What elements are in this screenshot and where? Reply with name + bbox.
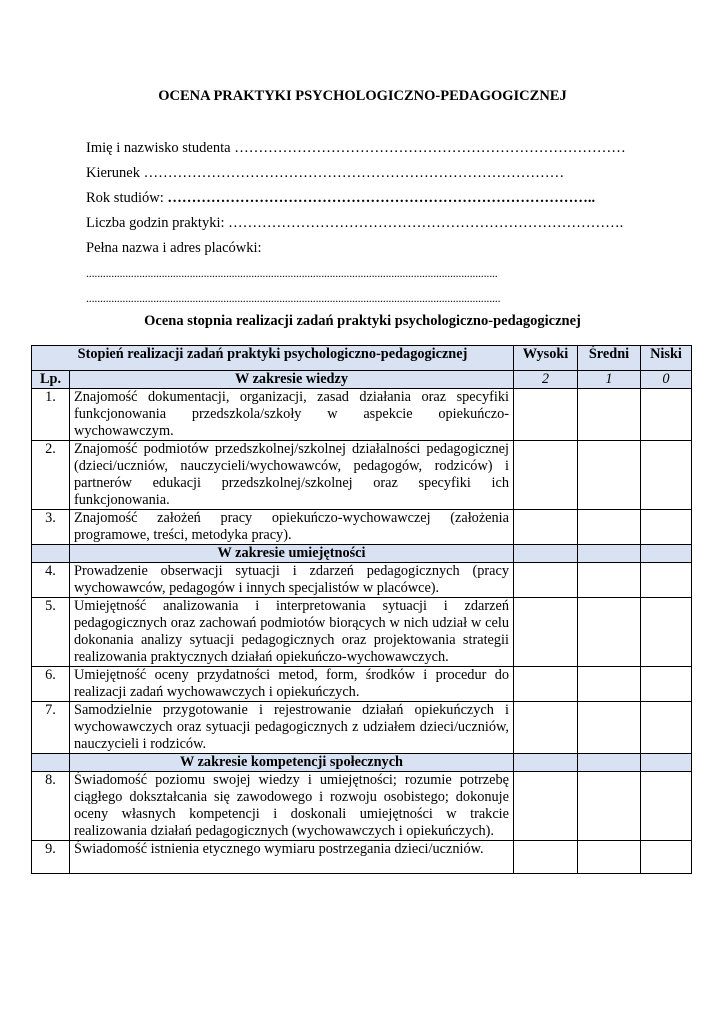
rating-low-cell[interactable] [641, 667, 692, 702]
section-skills-row [32, 545, 692, 563]
page-title: OCENA PRAKTYKI PSYCHOLOGICZNO-PEDAGOGICZNEJ [158, 88, 567, 104]
table-row [32, 510, 692, 545]
row-description: Prowadzenie obserwacji sytuacji i zdarzeń pedagogicznych (pracy wychowawców, pedagogów i innych specjalistów w placówce). [70, 563, 514, 598]
header-high: Wysoki [514, 346, 578, 371]
rating-mid-cell[interactable] [578, 563, 641, 598]
lp-header: Lp. [32, 371, 70, 389]
score-low: 0 [641, 371, 692, 389]
table-row [32, 702, 692, 754]
row-description: Znajomość podmiotów przedszkolnej/szkolnej działalności pedagogicznej (dzieci/uczniów, nauczycieli/wychowawców, pedagogów, rodziców) i partnerów edukacji przedszkolnej/szkolnej oraz specyfiki ich funkcjonowania. [70, 441, 514, 510]
student-name-field [86, 140, 626, 157]
rating-high-cell[interactable] [514, 598, 578, 667]
rok-studiow-label: Rok studiów: [86, 190, 164, 206]
rating-low-cell[interactable] [641, 389, 692, 441]
table-subtitle: Ocena stopnia realizacji zadań praktyki psychologiczno-pedagogicznej [144, 313, 581, 329]
row-description: Umiejętność oceny przydatności metod, form, środków i procedur do realizacji zadań wychowawczych i opiekuńczych. [70, 667, 514, 702]
liczba-godzin-field [86, 215, 623, 232]
assessment-table [31, 345, 692, 874]
row-lp: 2. [32, 441, 70, 510]
row-description: Świadomość poziomu swojej wiedzy i umiejętności; rozumie potrzebę ciągłego dokształcania się zawodowego i rozwoju osobistego; dokonuje oceny własnych kompetencji i doskonali umiejętności w trakcie realizowania działań pedagogicznych (wychowawczych i opiekuńczych). [70, 772, 514, 841]
table-row [32, 563, 692, 598]
score-high: 2 [514, 371, 578, 389]
row-description: Świadomość istnienia etycznego wymiaru postrzegania dzieci/uczniów. [70, 841, 514, 874]
row-lp: 3. [32, 510, 70, 545]
placowka-line-1: ................................................................................................................................................... [86, 266, 498, 280]
table-row [32, 841, 692, 874]
rating-mid-cell[interactable] [578, 667, 641, 702]
rating-low-cell[interactable] [641, 598, 692, 667]
row-lp: 9. [32, 841, 70, 874]
section-knowledge-row [32, 371, 692, 389]
rating-low-cell[interactable] [641, 702, 692, 754]
row-lp: 6. [32, 667, 70, 702]
table-row [32, 772, 692, 841]
rating-high-cell[interactable] [514, 841, 578, 874]
rating-low-cell[interactable] [641, 441, 692, 510]
kierunek-dots: …………………………………………………………………………… [143, 165, 565, 181]
header-main: Stopień realizacji zadań praktyki psychologiczno-pedagogicznej [32, 346, 514, 371]
section-knowledge: W zakresie wiedzy [70, 371, 514, 389]
row-lp: 7. [32, 702, 70, 754]
header-mid: Średni [578, 346, 641, 371]
student-name-dots: ……………………………………………………………………… [234, 140, 626, 156]
rating-high-cell[interactable] [514, 441, 578, 510]
rating-mid-cell[interactable] [578, 441, 641, 510]
rating-high-cell[interactable] [514, 510, 578, 545]
rating-high-cell[interactable] [514, 563, 578, 598]
row-lp: 4. [32, 563, 70, 598]
rating-low-cell[interactable] [641, 563, 692, 598]
kierunek-label: Kierunek [86, 165, 140, 181]
placowka-field [86, 240, 262, 257]
table-header-row [32, 346, 692, 371]
placowka-line-2: .................................................................................................................................................... [86, 291, 501, 305]
rok-studiow-dots: …………………………………………………………………………….. [167, 190, 596, 206]
rating-mid-cell[interactable] [578, 510, 641, 545]
section-skills: W zakresie umiejętności [70, 545, 514, 563]
row-description: Umiejętność analizowania i interpretowania sytuacji i zdarzeń pedagogicznych oraz zachowań podmiotów biorących w nich udział w celu dokonania analizy sytuacji pedagogicznych oraz projektowania strategii realizowania praktycznych działań opiekuńczo-wychowawczych. [70, 598, 514, 667]
rating-mid-cell[interactable] [578, 598, 641, 667]
rating-mid-cell[interactable] [578, 841, 641, 874]
row-lp: 1. [32, 389, 70, 441]
rating-mid-cell[interactable] [578, 772, 641, 841]
rating-high-cell[interactable] [514, 772, 578, 841]
rating-high-cell[interactable] [514, 667, 578, 702]
rok-studiow-field [86, 190, 595, 207]
row-lp: 8. [32, 772, 70, 841]
rating-low-cell[interactable] [641, 841, 692, 874]
row-lp: 5. [32, 598, 70, 667]
table-row [32, 441, 692, 510]
liczba-godzin-label: Liczba godzin praktyki: [86, 215, 225, 231]
row-description: Znajomość założeń pracy opiekuńczo-wychowawczej (założenia programowe, treści, metodyka pracy). [70, 510, 514, 545]
header-low: Niski [641, 346, 692, 371]
table-row [32, 598, 692, 667]
liczba-godzin-dots: ………………………………………………………………………. [228, 215, 624, 231]
rating-mid-cell[interactable] [578, 702, 641, 754]
table-row [32, 389, 692, 441]
kierunek-field [86, 165, 564, 182]
row-description: Znajomość dokumentacji, organizacji, zasad działania oraz specyfiki funkcjonowania przedszkola/szkoły w aspekcie opiekuńczo-wychowawczym. [70, 389, 514, 441]
placowka-label: Pełna nazwa i adres placówki: [86, 240, 262, 256]
rating-low-cell[interactable] [641, 772, 692, 841]
section-social-row [32, 754, 692, 772]
rating-high-cell[interactable] [514, 389, 578, 441]
rating-high-cell[interactable] [514, 702, 578, 754]
student-name-label: Imię i nazwisko studenta [86, 140, 231, 156]
rating-low-cell[interactable] [641, 510, 692, 545]
table-row [32, 667, 692, 702]
section-social: W zakresie kompetencji społecznych [70, 754, 514, 772]
rating-mid-cell[interactable] [578, 389, 641, 441]
score-mid: 1 [578, 371, 641, 389]
row-description: Samodzielnie przygotowanie i rejestrowanie działań opiekuńczych i wychowawczych oraz sytuacji pedagogicznych z udziałem dzieci/uczniów, nauczycieli i rodziców. [70, 702, 514, 754]
